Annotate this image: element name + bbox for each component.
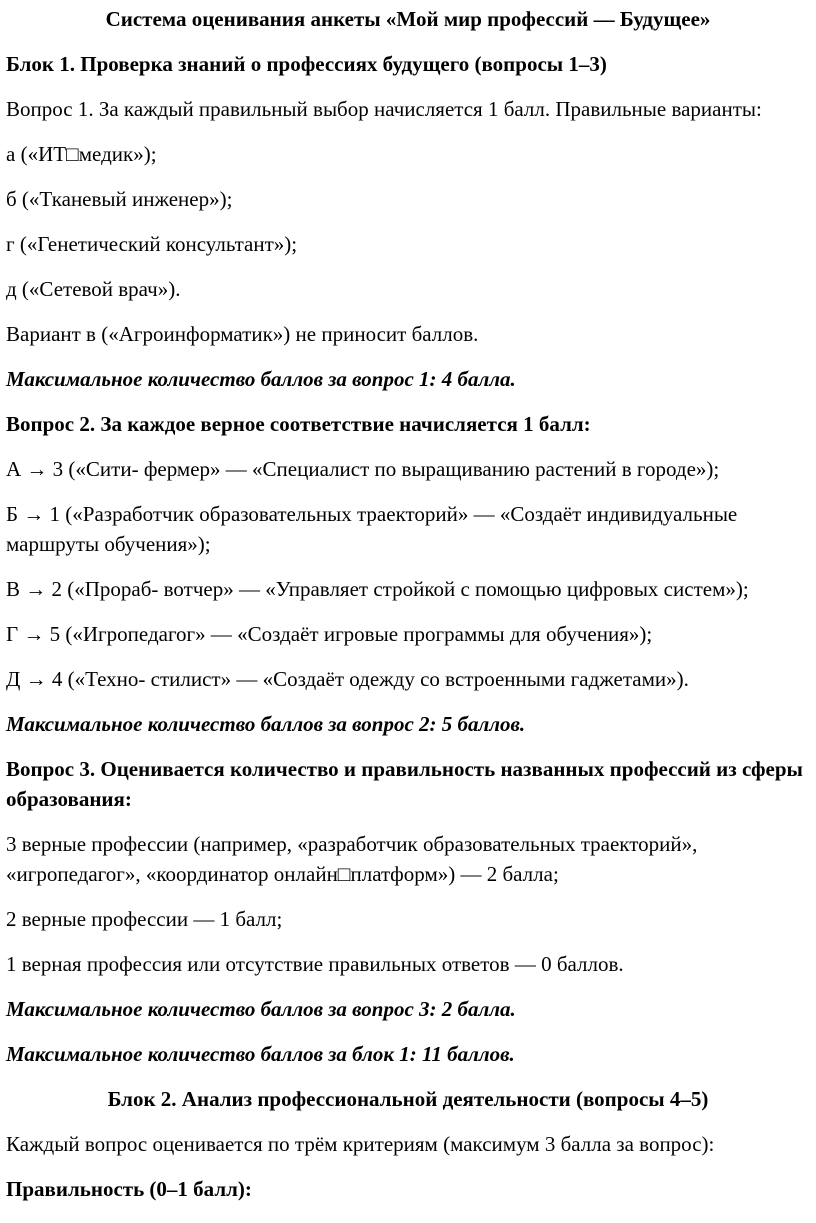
q3-max-score: Максимальное количество баллов за вопрос 3: 2 балла. (6, 997, 516, 1021)
block1-heading: Блок 1. Проверка знаний о профессиях будущего (вопросы 1–3) (6, 52, 607, 76)
block2-heading: Блок 2. Анализ профессиональной деятельности (вопросы 4–5) (107, 1087, 709, 1111)
q2-max-score: Максимальное количество баллов за вопрос 2: 5 баллов. (6, 712, 526, 736)
q1-intro: Вопрос 1. За каждый правильный выбор начисляется 1 балл. Правильные варианты: (6, 97, 762, 121)
q3-criterion: 2 верные профессии — 1 балл; (6, 907, 283, 931)
q1-note: Вариант в («Агроинформатик») не приносит баллов. (6, 322, 479, 346)
q1-option: б («Тканевый инженер»); (6, 187, 233, 211)
q2-match: В → 2 («Прораб‑ вотчер» — «Управляет стройкой с помощью цифровых систем»); (6, 577, 749, 601)
q3-criterion: 1 верная профессия или отсутствие правильных ответов — 0 баллов. (6, 952, 624, 976)
q1-max-score: Максимальное количество баллов за вопрос 1: 4 балла. (6, 367, 516, 391)
block2-criterion-correctness: Правильность (0–1 балл): (6, 1177, 252, 1201)
block1-max-score: Максимальное количество баллов за блок 1: 11 баллов. (6, 1042, 515, 1066)
q3-intro: Вопрос 3. Оценивается количество и правильность названных профессий из сферы образования: (6, 757, 803, 811)
q3-criterion: 3 верные профессии (например, «разработчик образовательных траекторий», «игропедагог», «координатор онлайн□платформ») — 2 балла; (6, 832, 698, 886)
q2-match: А → 3 («Сити‑ фермер» — «Специалист по выращиванию растений в городе»); (6, 457, 720, 481)
q1-option: г («Генетический консультант»); (6, 232, 298, 256)
q2-match: Г → 5 («Игропедагог» — «Создаёт игровые программы для обучения»); (6, 622, 653, 646)
document-title: Система оценивания анкеты «Мой мир профессий — Будущее» (105, 7, 711, 31)
q1-option: д («Сетевой врач»). (6, 277, 181, 301)
q2-intro: Вопрос 2. За каждое верное соответствие начисляется 1 балл: (6, 412, 591, 436)
q1-option: а («ИТ□медик»); (6, 142, 157, 166)
block2-intro: Каждый вопрос оценивается по трём критериям (максимум 3 балла за вопрос): (6, 1132, 715, 1156)
q2-match: Д → 4 («Техно‑ стилист» — «Создаёт одежду со встроенными гаджетами»). (6, 667, 689, 691)
q2-match: Б → 1 («Разработчик образовательных траекторий» — «Создаёт индивидуальные маршруты обучения»); (6, 502, 738, 556)
